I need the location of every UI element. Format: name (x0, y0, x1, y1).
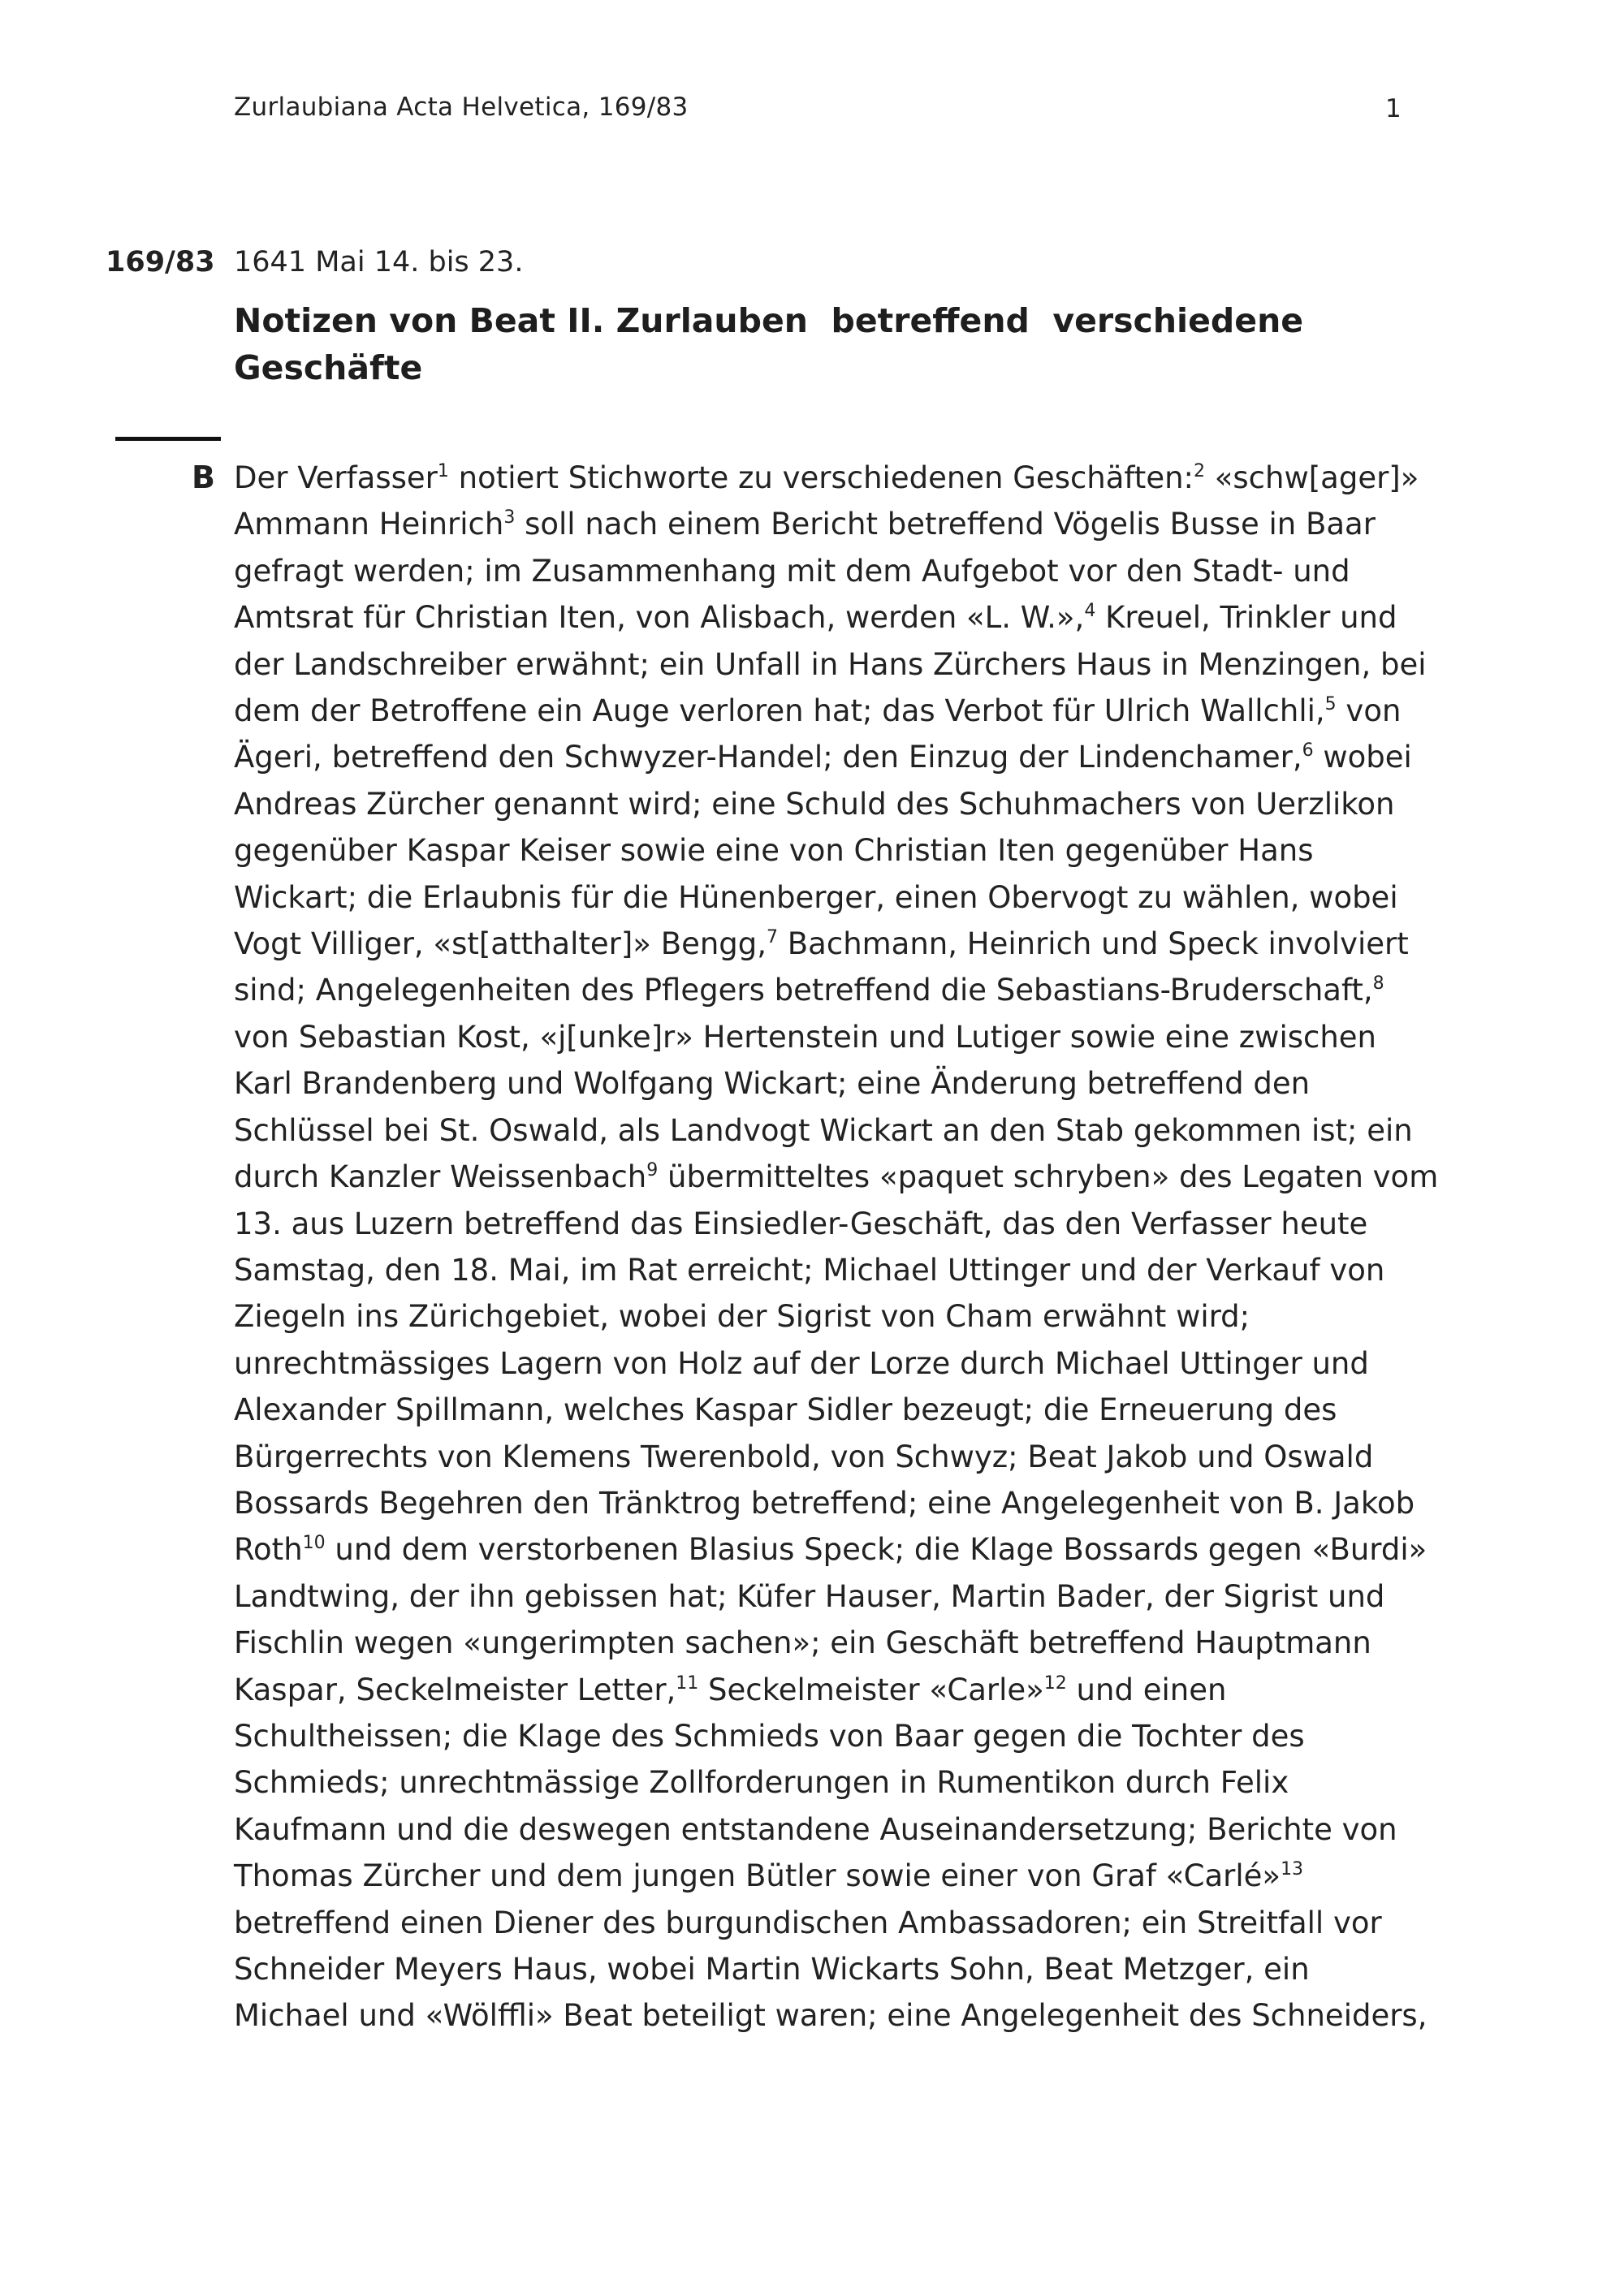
text-line: durch Kanzler Weissenbach$^9$ übermitteltes «paquet schryben» des Legaten vom (234, 1159, 1439, 1195)
footnote-ref[interactable]: 12 (1043, 1672, 1067, 1694)
text-line: Vogt Villiger, «st[atthalter]» Bengg,$^7$ Bachmann, Heinrich und Speck involviert (234, 926, 1409, 962)
text-line: Bossards Begehren den Tränktrog betreffend; eine Angelegenheit von B. Jakob (234, 1485, 1415, 1521)
text-line: Kaspar, Seckelmeister Letter,$^{11}$ Seckelmeister «Carle»$^{12}$ und einen (234, 1672, 1227, 1707)
title-line: Geschäfte (234, 348, 423, 387)
text-line: Thomas Zürcher und dem jungen Bütler sowie einer von Graf «Carlé»$^{13}$ (234, 1858, 1304, 1894)
text-line: Samstag, den 18. Mai, im Rat erreicht; Michael Uttinger und der Verkauf von (234, 1252, 1385, 1288)
text-line: gegenüber Kaspar Keiser sowie eine von Christian Iten gegenüber Hans (234, 833, 1314, 869)
footnote-ref[interactable]: 10 (302, 1533, 326, 1554)
text-line: Wickart; die Erlaubnis für die Hünenberger, einen Obervogt zu wählen, wobei (234, 879, 1398, 915)
text-line: unrechtmässiges Lagern von Holz auf der Lorze durch Michael Uttinger und (234, 1345, 1369, 1381)
running-header-source: Zurlaubiana Acta Helvetica, 169/83 (234, 93, 689, 122)
text-line: Alexander Spillmann, welches Kaspar Sidler bezeugt; die Erneuerung des (234, 1392, 1337, 1428)
section-marker: B (192, 460, 215, 495)
footnote-ref[interactable]: 1 (437, 461, 449, 481)
text-line: dem der Betroffene ein Auge verloren hat; das Verbot für Ulrich Wallchli,$^5$ von (234, 693, 1402, 729)
footnote-ref[interactable]: 13 (1281, 1859, 1304, 1880)
text-line: Schultheissen; die Klage des Schmieds von Baar gegen die Tochter des (234, 1718, 1305, 1754)
text-line: Ziegeln ins Zürichgebiet, wobei der Sigrist von Cham erwähnt wird; (234, 1299, 1250, 1335)
text-line: Fischlin wegen «ungerimpten sachen»; ein Geschäft betreffend Hauptmann (234, 1625, 1371, 1661)
footnote-ref[interactable]: 4 (1084, 601, 1096, 622)
text-line: betreffend einen Diener des burgundischen Ambassadoren; ein Streitfall vor (234, 1905, 1382, 1940)
footnote-ref[interactable]: 5 (1324, 694, 1337, 715)
regest-body (234, 455, 1439, 2039)
text-line: Roth$^{10}$ und dem verstorbenen Blasius Speck; die Klage Bossards gegen «Burdi» (234, 1532, 1427, 1568)
text-line: sind; Angelegenheiten des Pflegers betreffend die Sebastians-Bruderschaft,$^8$ (234, 973, 1384, 1008)
footnote-ref[interactable]: 7 (767, 927, 779, 948)
text-line: Bürgerrechts von Klemens Twerenbold, von Schwyz; Beat Jakob und Oswald (234, 1439, 1374, 1474)
text-line: Landtwing, der ihn gebissen hat; Küfer Hauser, Martin Bader, der Sigrist und (234, 1578, 1385, 1614)
section-rule (115, 437, 221, 441)
text-line: Andreas Zürcher genannt wird; eine Schuld des Schuhmachers von Uerzlikon (234, 786, 1395, 822)
text-line: gefragt werden; im Zusammenhang mit dem Aufgebot vor den Stadt- und (234, 553, 1350, 589)
document-id: 169/83 (106, 246, 215, 278)
footnote-ref[interactable]: 2 (1194, 461, 1205, 481)
document-date: 1641 Mai 14. bis 23. (234, 246, 524, 278)
text-line: von Sebastian Kost, «j[unke]r» Hertenstein und Lutiger sowie eine zwischen (234, 1019, 1377, 1055)
text-line: Der Verfasser$^1$ notiert Stichworte zu verschiedenen Geschäften:$^2$ «schw[ager]» (234, 460, 1419, 495)
text-line: 13. aus Luzern betreffend das Einsiedler-Geschäft, das den Verfasser heute (234, 1206, 1368, 1241)
footnote-ref[interactable]: 6 (1302, 740, 1314, 762)
text-line: Ammann Heinrich$^3$ soll nach einem Bericht betreffend Vögelis Busse in Baar (234, 507, 1376, 542)
page-number: 1 (1385, 94, 1402, 123)
text-line: der Landschreiber erwähnt; ein Unfall in Hans Zürchers Haus in Menzingen, bei (234, 646, 1427, 682)
text-line: Ägeri, betreffend den Schwyzer-Handel; den Einzug der Lindenchamer,$^6$ wobei (234, 740, 1412, 775)
text-line: Karl Brandenberg und Wolfgang Wickart; eine Änderung betreffend den (234, 1066, 1311, 1102)
text-line: Schneider Meyers Haus, wobei Martin Wickarts Sohn, Beat Metzger, ein (234, 1952, 1310, 1987)
text-line: Schmieds; unrechtmässige Zollforderungen in Rumentikon durch Felix (234, 1765, 1289, 1801)
text-line: Michael und «Wölffli» Beat beteiligt waren; eine Angelegenheit des Schneiders, (234, 1998, 1427, 2034)
text-line: Kaufmann und die deswegen entstandene Auseinandersetzung; Berichte von (234, 1811, 1397, 1847)
footnote-ref[interactable]: 9 (646, 1160, 659, 1181)
footnote-ref[interactable]: 3 (503, 507, 516, 529)
text-line: Amtsrat für Christian Iten, von Alisbach, werden «L. W.»,$^4$ Kreuel, Trinkler und (234, 600, 1397, 636)
document-title (234, 297, 1419, 391)
text-line: Schlüssel bei St. Oswald, als Landvogt Wickart an den Stab gekommen ist; ein (234, 1112, 1413, 1148)
title-line: Notizen von Beat II. Zurlauben betreffend verschiedene (234, 301, 1304, 340)
footnote-ref[interactable]: 11 (676, 1672, 699, 1694)
footnote-ref[interactable]: 8 (1372, 973, 1384, 995)
